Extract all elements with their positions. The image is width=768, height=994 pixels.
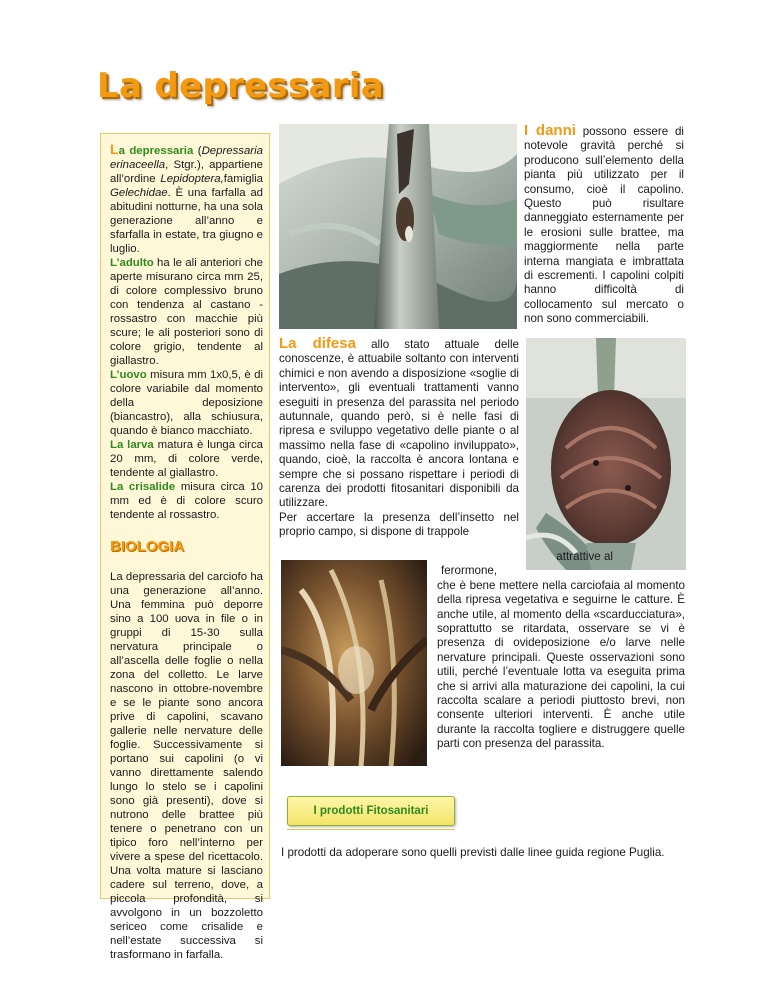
damaged-stem-photo: [279, 124, 517, 329]
difesa-text-2: Per accertare la presenza dell’insetto nel proprio campo, si dispone di trappole: [279, 510, 519, 539]
crisalide-paragraph: [110, 480, 263, 522]
difesa-heading: La difesa: [279, 335, 356, 352]
artichoke-photo: [526, 338, 686, 570]
uovo-label: L’uovo: [110, 369, 147, 381]
intro-bold: a depressaria: [118, 145, 194, 157]
uovo-paragraph: [110, 368, 263, 438]
family-name: Gelechidae: [110, 187, 168, 199]
crisalide-text: misura circa 10 mm ed è di colore scuro tendente al rossastro.: [110, 481, 263, 521]
sidebar-box: [100, 133, 270, 961]
intro-text-1: (: [193, 145, 202, 157]
larva-label: La larva: [110, 439, 154, 451]
difesa-continuation: [437, 550, 685, 752]
danni-text: possono essere di notevole gravità perché si producono sull’elemento della pianta più utilizzato per il consumo, cioè il capolino. Questo può risultare danneggiato esternamente per le erosioni sulle brattee, ma maggiormente nella parte interna mangiata e imbrattata di escrementi. I capolini colpiti hanno difficoltà di collocamento sul mercato o non sono commerciabili.: [524, 125, 684, 326]
adulto-label: L’adulto: [110, 257, 154, 269]
button-underline: [287, 829, 455, 830]
intro-text-3: famiglia: [223, 173, 263, 185]
adulto-text: ha le ali anteriori che aperte misurano circa mm 25, di colore complessivo bruno con tendenza al castano - rossastro con macchie più scure; le ali posteriori sono di colore grigio, tendente al giallastro.: [110, 257, 263, 367]
prodotti-fitosanitari-button[interactable]: I prodotti Fitosanitari: [287, 796, 455, 826]
order-name: Lepidoptera,: [160, 173, 224, 185]
biologia-heading: BIOLOGIA: [110, 538, 185, 555]
scientific-name: Depressaria erinaceella: [110, 145, 263, 171]
larva-text: matura è lunga circa 20 mm, di colore verde, tendente al giallastro.: [110, 439, 263, 479]
danni-heading: I danni: [524, 122, 576, 139]
drop-cap: L: [110, 141, 119, 157]
danni-section: [524, 124, 684, 327]
prodotti-text: I prodotti da adoperare sono quelli previsti dalle linee guida regione Puglia.: [281, 846, 665, 859]
intro-paragraph: [110, 142, 263, 256]
artichoke-section-photo: [281, 560, 427, 766]
difesa-text-3a: attrattive al: [556, 550, 613, 563]
larva-paragraph: [110, 438, 263, 480]
intro-text-2: , Stgr.), appartiene all’ordine: [110, 159, 263, 185]
crisalide-label: La crisalide: [110, 481, 176, 493]
difesa-text-1: allo stato attuale delle conoscenze, è attuabile soltanto con interventi chimici e non avendo a disposizione «soglie di intervento», gli eventuali trattamenti vanno eseguiti in presenza del parassita nel periodo autunnale, quando però, si è nelle fasi di ripresa e sviluppo vegetativo delle piante o al massimo nella fase di «capolino inviluppato», quando, cioè, la raccolta è ancora lontana e sempre che si possano rispettare i periodi di carenza dei prodotti fitosanitari disponibili da utilizzare.: [279, 338, 519, 510]
biologia-text: La depressaria del carciofo ha una generazione all’anno. Una femmina può deporre sino a 100 uova in file o in gruppi di 15-30 sulla nervatura principale o all’ascella delle foglie o nella zona del colletto. Le larve nascono in ottobre-novembre e se le piante sono ancora prive di capolini, scavano gallerie nelle nervature delle foglie. Successivamente si portano sui capolini (o vi vanno direttamente salendo lungo lo stelo se i capolini sono già presenti), dove si nutrono delle brattee più tenere o penetrano con un tipico foro nell’interno per vivere a spese del ricettacolo. Una volta mature si lasciano cadere sul terreno, dove, a piccola profondità, si avvolgono in un bozzoletto sericeo come crisalide e nell’estate successiva si trasformano in farfalla.: [110, 571, 263, 961]
intro-text-4: . È una farfalla ad abitudini notturne, ha una sola generazione all’anno e sfarfalla in estate, tra giugno e luglio.: [110, 187, 263, 255]
difesa-text-3b: ferormone,: [441, 564, 498, 578]
difesa-text-4: che è bene mettere nella carciofaia al momento della ripresa vegetativa e seguirne le catture. È anche utile, al momento della «scarducciatura», soprattutto se ritardata, osservare se vi è presenza di ovideposizione e/o larve nelle nervature principali. Queste osservazioni sono utili, perché l’eventuale lotta va eseguita prima che si arrivi alla maturazione dei capolini, la cui raccolta scalare a periodi piuttosto brevi, non consente ulteriori interventi. È anche utile durante la raccolta togliere e distruggere quelle parti con presenza del parassita.: [437, 578, 685, 751]
page-title: La depressaria: [97, 66, 384, 106]
adulto-paragraph: [110, 256, 263, 368]
uovo-text: misura mm 1x0,5, è di colore variabile dal momento della deposizione (biancastro), alla schiusura, quando è bianco macchiato.: [110, 369, 263, 437]
difesa-section: [279, 337, 519, 540]
